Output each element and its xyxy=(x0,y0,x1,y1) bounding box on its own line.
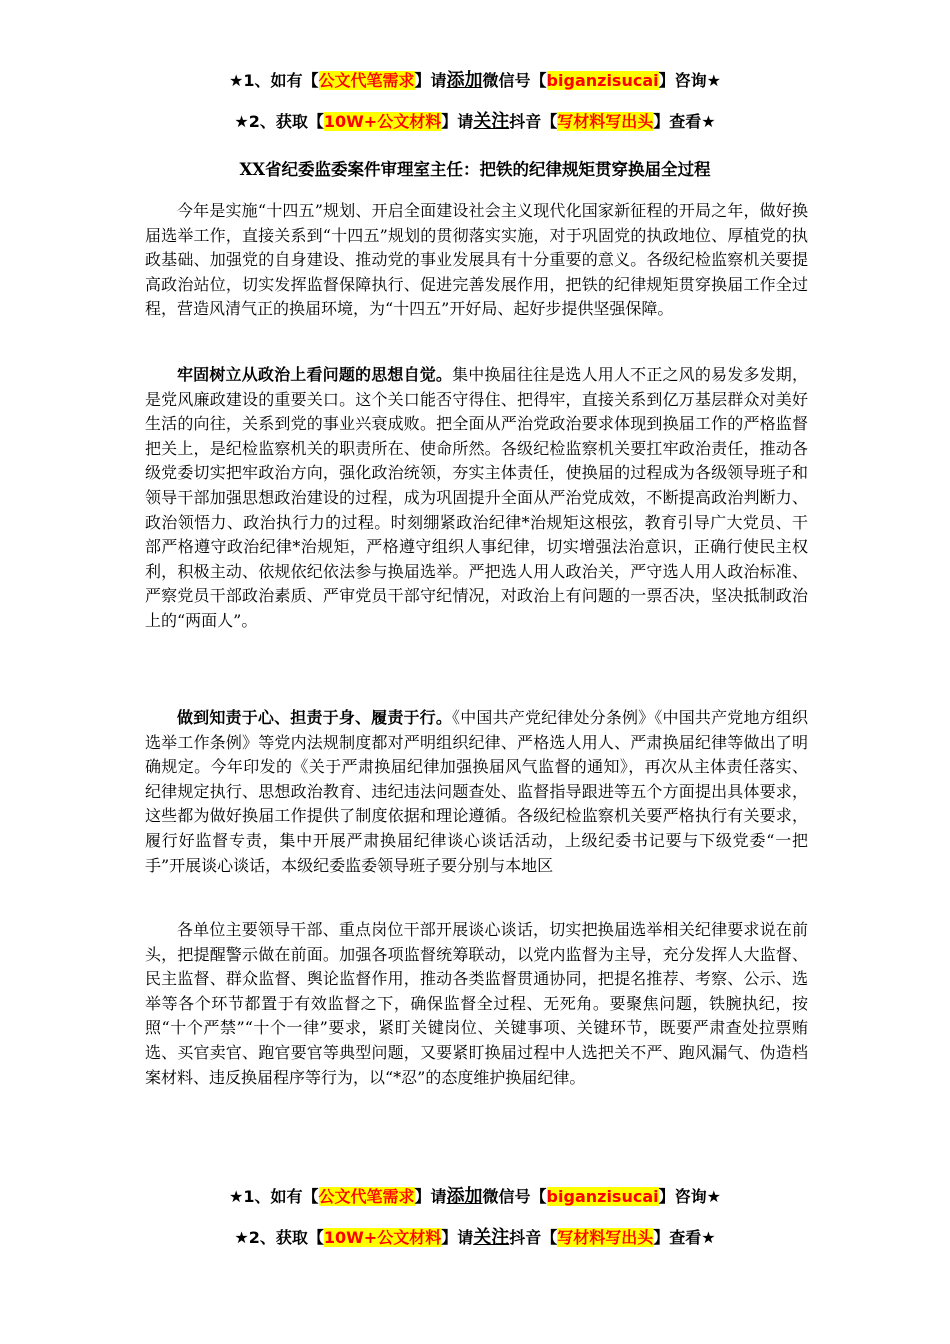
promo-highlight: 公文代笔需求 xyxy=(318,71,415,90)
promo-suffix: 】查看★ xyxy=(653,1228,716,1247)
promo-text: 抖音【 xyxy=(509,1228,558,1247)
promo-text: 】请 xyxy=(414,1187,447,1206)
promo-text: 微信号【 xyxy=(482,71,547,90)
document-title: XX省纪委监委案件审理室主任：把铁的纪律规矩贯穿换届全过程 xyxy=(239,160,711,179)
promo-prefix: ★2、获取【 xyxy=(234,1228,324,1247)
promo-suffix: 】查看★ xyxy=(653,112,716,131)
promo-emphasis: 关注 xyxy=(473,1227,510,1248)
paragraph-1 xyxy=(145,199,808,322)
promo-line-bottom-1 xyxy=(0,1186,950,1208)
promo-prefix: ★1、如有【 xyxy=(229,1187,319,1206)
promo-text: 】请 xyxy=(414,71,447,90)
promo-highlight: 公文代笔需求 xyxy=(318,1187,415,1206)
promo-text: 微信号【 xyxy=(482,1187,547,1206)
promo-prefix: ★1、如有【 xyxy=(229,71,319,90)
paragraph-lead-heading: 牢固树立从政治上看问题的思想自觉。 xyxy=(177,365,453,384)
promo-text: 抖音【 xyxy=(509,112,558,131)
promo-text: 】请 xyxy=(441,1228,474,1247)
promo-suffix: 】咨询★ xyxy=(658,71,721,90)
promo-emphasis: 关注 xyxy=(473,111,510,132)
douyin-id-highlight: 写材料写出头 xyxy=(557,1228,654,1247)
promo-emphasis: 添加 xyxy=(446,1186,483,1207)
promo-line-top-1 xyxy=(0,70,950,92)
douyin-id-highlight: 写材料写出头 xyxy=(557,112,654,131)
paragraph-text: 集中换届往往是选人用人不正之风的易发多发期，是党风廉政建设的重要关口。这个关口能否守得住、把得牢，直接关系到亿万基层群众对美好生活的向往，关系到党的事业兴衰成败。把全面从严治党政治要求体现到换届工作的严格监督把关上，是纪检监察机关的职责所在、使命所然。各级纪检监察机关要扛牢政治责任，推动各级党委切实把牢政治方向，强化政治统领，夯实主体责任，使换届的过程成为各级领导班子和领导干部加强思想政治建设的过程，成为巩固提升全面从严治党成效，不断提高政治判断力、政治领悟力、政治执行力的过程。时刻绷紧政治纪律*治规矩这根弦，教育引导广大党员、干部严格遵守政治纪律*治规矩，严格遵守组织人事纪律，切实增强法治意识，正确行使民主权利，积极主动、依规依纪依法参与换届选举。严把选人用人政治关，严守选人用人政治标准、严察党员干部政治素质、严审党员干部守纪情况，对政治上有问题的一票否决，坚决抵制政治上的“两面人”。 xyxy=(145,365,808,630)
paragraph-text: 今年是实施“十四五”规划、开启全面建设社会主义现代化国家新征程的开局之年，做好换届选举工作，直接关系到“十四五”规划的贯彻落实实施，对于巩固党的执政地位、厚植党的执政基础、加强党的自身建设、推动党的事业发展具有十分重要的意义。各级纪检监察机关要提高政治站位，切实发挥监督保障执行、促进完善发展作用，把铁的纪律规矩贯穿换届工作全过程，营造风清气正的换届环境，为“十四五”开好局、起好步提供坚强保障。 xyxy=(145,201,808,319)
promo-highlight: 10W+公文材料 xyxy=(323,1228,442,1247)
promo-line-top-2 xyxy=(0,111,950,133)
promo-emphasis: 添加 xyxy=(446,70,483,91)
promo-text: 】请 xyxy=(441,112,474,131)
paragraph-4 xyxy=(145,918,808,1090)
paragraph-3 xyxy=(145,706,808,878)
promo-highlight: 10W+公文材料 xyxy=(323,112,442,131)
wechat-id-highlight: biganzisucai xyxy=(546,1187,659,1206)
paragraph-text: 《中国共产党纪律处分条例》《中国共产党地方组织选举工作条例》等党内法规制度都对严明组织纪律、严格选人用人、严肃换届纪律等做出了明确规定。今年印发的《关于严肃换届纪律加强换届风气监督的通知》，再次从主体责任落实、纪律规定执行、思想政治教育、违纪违法问题查处、监督指导跟进等五个方面提出具体要求，这些都为做好换届工作提供了制度依据和理论遵循。各级纪检监察机关要严格执行有关要求，履行好监督专责，集中开展严肃换届纪律谈心谈话活动，上级纪委书记要与下级党委“一把手”开展谈心谈话，本级纪委监委领导班子要分别与本地区 xyxy=(145,708,808,875)
paragraph-lead-heading: 做到知责于心、担责于身、履责于行。 xyxy=(177,708,453,727)
wechat-id-highlight: biganzisucai xyxy=(546,71,659,90)
promo-suffix: 】咨询★ xyxy=(658,1187,721,1206)
paragraph-2 xyxy=(145,363,808,634)
promo-prefix: ★2、获取【 xyxy=(234,112,324,131)
paragraph-text: 各单位主要领导干部、重点岗位干部开展谈心谈话，切实把换届选举相关纪律要求说在前头，把提醒警示做在前面。加强各项监督统筹联动，以党内监督为主导，充分发挥人大监督、民主监督、群众监督、舆论监督作用，推动各类监督贯通协同，把提名推荐、考察、公示、选举等各个环节都置于有效监督之下，确保监督全过程、无死角。要聚焦问题，铁腕执纪，按照“十个严禁”“十个一律”要求，紧盯关键岗位、关键事项、关键环节，既要严肃查处拉票贿选、买官卖官、跑官要官等典型问题，又要紧盯换届过程中人选把关不严、跑风漏气、伪造档案材料、违反换届程序等行为，以“*忍”的态度维护换届纪律。 xyxy=(145,920,808,1087)
promo-line-bottom-2 xyxy=(0,1227,950,1249)
